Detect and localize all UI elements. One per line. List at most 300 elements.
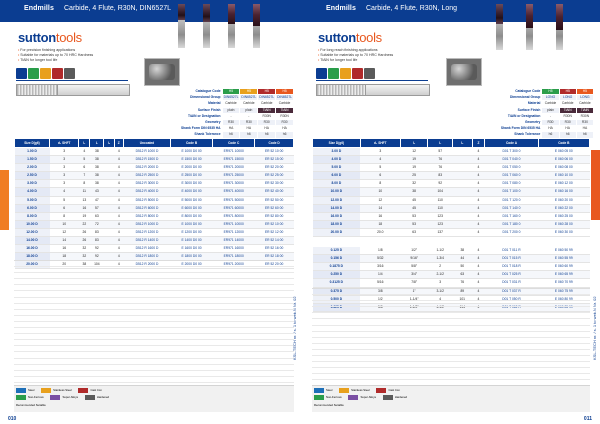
table-row[interactable] bbox=[15, 212, 294, 220]
cell-value: ER971 20000 bbox=[213, 261, 255, 269]
cell-size: 18.00 D bbox=[15, 253, 50, 261]
cell-value: E 1400 D0 00 bbox=[170, 237, 212, 245]
table-row[interactable] bbox=[313, 220, 590, 228]
cell-value: E 060 85 99 bbox=[538, 303, 589, 311]
cell-value: 45 bbox=[400, 196, 428, 204]
cell-value: 38 bbox=[79, 261, 90, 269]
cell-value: ER971 20000 bbox=[213, 164, 255, 172]
header-title-bold: Endmills bbox=[24, 5, 54, 12]
page-number-right: 011 bbox=[583, 416, 592, 422]
cell-value: 3/8 bbox=[360, 287, 400, 295]
cell-size: 0.375 D bbox=[313, 287, 361, 295]
cell-value: 4 bbox=[114, 204, 123, 212]
cell-value: 4 bbox=[114, 196, 123, 204]
cell-value: 8 bbox=[360, 180, 400, 188]
cell-value: D512 R 1400 D bbox=[123, 237, 170, 245]
cell-value: 8 bbox=[79, 180, 90, 188]
cell-value: 57 bbox=[90, 204, 104, 212]
cell-value: D512 R 1000 D bbox=[123, 148, 170, 156]
cell-value: 50 bbox=[453, 263, 472, 271]
cell-value: E 8000 D0 00 bbox=[170, 212, 212, 220]
cell-value: 104 bbox=[90, 261, 104, 269]
cell-value: D01 T 300 0 bbox=[485, 148, 538, 156]
cell-value: 11 bbox=[79, 188, 90, 196]
cell-value: 3-1/2 bbox=[428, 287, 453, 295]
cell-value: 16 bbox=[79, 204, 90, 212]
table-header-row: Size D(g6) d₁ SHFT l₁ L l₂ Z Uncoated Code B Code C Code D bbox=[15, 139, 294, 148]
table-row[interactable] bbox=[313, 180, 590, 188]
cell-value: E 4000 D0 00 bbox=[170, 188, 212, 196]
cell-value: D01 T 062 R bbox=[485, 303, 538, 311]
cell-value: E 060 75 99 bbox=[538, 287, 589, 295]
cell-value: 47 bbox=[90, 196, 104, 204]
cell-value: 2 bbox=[428, 263, 453, 271]
cell-value: 4 bbox=[472, 164, 485, 172]
material-legend-left bbox=[14, 385, 294, 412]
cell-value: 4 bbox=[360, 156, 400, 164]
cell-value: 38 bbox=[90, 156, 104, 164]
cell-value: E 2500 D0 00 bbox=[170, 172, 212, 180]
cell-value: 32 bbox=[79, 245, 90, 253]
cell-value: D512 R 8000 D bbox=[123, 212, 170, 220]
cell-value: 57 bbox=[428, 148, 453, 156]
cell-value: 76 bbox=[453, 279, 472, 287]
cell-value: ER971 50000 bbox=[213, 196, 255, 204]
cell-value: 6 bbox=[79, 164, 90, 172]
cell-value: 38 bbox=[400, 188, 428, 196]
cell-value: ER 52 16 00 bbox=[255, 245, 294, 253]
cell-value: 1-1/2 bbox=[428, 247, 453, 255]
cell-value: E 3000 D0 00 bbox=[170, 180, 212, 188]
cell-value: 72 bbox=[90, 220, 104, 228]
cell-value: 4 bbox=[50, 188, 79, 196]
cell-value: 83 bbox=[90, 228, 104, 236]
cell-value: E 060 55 99 bbox=[538, 255, 589, 263]
cell-value: 20.0 bbox=[360, 228, 400, 236]
cell-value: 4 bbox=[472, 279, 485, 287]
cell-value: 38 bbox=[90, 172, 104, 180]
legend-footer-note: Recommended Suitable bbox=[16, 403, 46, 407]
cell-value: 12 bbox=[50, 228, 79, 236]
legend-row-1: Steel Stainless Steel Cast Iron bbox=[16, 387, 102, 393]
cell-size: 16.00 D bbox=[15, 245, 50, 253]
table-row[interactable] bbox=[15, 148, 294, 156]
cell-value: ER 52 14 00 bbox=[255, 237, 294, 245]
cell-value bbox=[453, 228, 472, 236]
cell-value: 92 bbox=[90, 253, 104, 261]
cell-value: D512 R 1800 D bbox=[123, 253, 170, 261]
cell-value: 53 bbox=[400, 212, 428, 220]
cell-value: 4 bbox=[472, 204, 485, 212]
feature-bullets: • For precision finishing applications • Suitable for materials up to 70 HRC Hardness • TiAlN for longer tool life bbox=[18, 48, 168, 64]
cell-value: 4 bbox=[472, 220, 485, 228]
cell-value: 3 bbox=[50, 172, 79, 180]
table-row[interactable] bbox=[313, 172, 590, 180]
cell-value: 16 bbox=[360, 212, 400, 220]
cell-value: E 060 06 00 bbox=[538, 156, 589, 164]
table-row[interactable] bbox=[15, 188, 294, 196]
cell-size: 0.156 D bbox=[313, 255, 361, 263]
legend-row-2: Non-Ferrous Super Alloys Hardened bbox=[16, 394, 109, 400]
cell-value: 5/32 bbox=[360, 255, 400, 263]
cell-size: 0.250 D bbox=[313, 271, 361, 279]
cell-value: ER 52 15 00 bbox=[255, 156, 294, 164]
table-row[interactable] bbox=[15, 245, 294, 253]
cell-value: 4-1/2 bbox=[428, 303, 453, 311]
cell-value: 4 bbox=[472, 180, 485, 188]
cell-value: ER 52 20 00 bbox=[255, 164, 294, 172]
cell-value: D01 T 011 R bbox=[485, 247, 538, 255]
table-row[interactable] bbox=[15, 237, 294, 245]
cell-value: 16 bbox=[50, 245, 79, 253]
cell-value: 5 bbox=[360, 164, 400, 172]
cell-value bbox=[453, 212, 472, 220]
blank-rows-right bbox=[312, 288, 590, 393]
cell-value: 45 bbox=[400, 204, 428, 212]
cell-value: E 1600 D0 00 bbox=[170, 245, 212, 253]
table-row[interactable] bbox=[313, 263, 590, 271]
cell-value: 4 bbox=[114, 164, 123, 172]
cell-value: 26 bbox=[79, 237, 90, 245]
cell-value: 4 bbox=[472, 255, 485, 263]
cell-value: ER971 18000 bbox=[213, 253, 255, 261]
cell-value: 1-3/4 bbox=[428, 255, 453, 263]
cell-value: 4 bbox=[472, 156, 485, 164]
table-row[interactable] bbox=[15, 156, 294, 164]
cell-size: 0.500 D bbox=[313, 295, 361, 303]
cell-value: 4 bbox=[114, 180, 123, 188]
cell-value: 38 bbox=[90, 164, 104, 172]
cell-value: D01 T 050 R bbox=[485, 295, 538, 303]
cell-value: 12 bbox=[400, 148, 428, 156]
cell-size: 5.00 D bbox=[313, 164, 361, 172]
cell-value: ER 52 10 00 bbox=[255, 220, 294, 228]
cell-value: 25 bbox=[400, 172, 428, 180]
cell-value: E 060 22 00 bbox=[538, 204, 589, 212]
cell-size: 10.00 D bbox=[313, 188, 361, 196]
cell-size: 4.00 D bbox=[313, 156, 361, 164]
cell-value: 5/16 bbox=[360, 279, 400, 287]
cell-value: D512 R 3000 D bbox=[123, 180, 170, 188]
cell-value: 4 bbox=[428, 295, 453, 303]
cell-value bbox=[104, 204, 114, 212]
table-header-row-right: Size D(g6) d₁ SHFT l₁ L l₂ Z Code A Code B bbox=[313, 139, 590, 148]
table-row[interactable] bbox=[313, 148, 590, 156]
cell-value: 32 bbox=[400, 180, 428, 188]
cell-value: 4 bbox=[472, 228, 485, 236]
cell-value: 38 bbox=[453, 247, 472, 255]
cell-value: E 060 30 00 bbox=[538, 228, 589, 236]
table-row[interactable] bbox=[15, 172, 294, 180]
cell-value: E 2000 D0 00 bbox=[170, 164, 212, 172]
cell-value: ER971 14000 bbox=[213, 237, 255, 245]
cell-value: 10 bbox=[360, 188, 400, 196]
cell-value: E 060 65 99 bbox=[538, 271, 589, 279]
cell-value: 4 bbox=[114, 253, 123, 261]
cell-size: 1.00 D bbox=[15, 148, 50, 156]
cell-size: 8.00 D bbox=[313, 180, 361, 188]
cell-size: 18.00 D bbox=[313, 220, 361, 228]
cell-value bbox=[453, 180, 472, 188]
table-row[interactable] bbox=[313, 164, 590, 172]
table-row[interactable] bbox=[15, 196, 294, 204]
cell-value: ER971 30000 bbox=[213, 180, 255, 188]
cell-value bbox=[104, 180, 114, 188]
cell-value: E 5000 D0 00 bbox=[170, 196, 212, 204]
cell-value: D01 T 140 0 bbox=[485, 204, 538, 212]
legend-row-1-right: Steel Stainless Steel Cast Iron bbox=[314, 387, 400, 393]
cell-value: 63 bbox=[400, 228, 428, 236]
cell-value: ER 52 50 00 bbox=[255, 196, 294, 204]
cell-value: D512 R 2500 D bbox=[123, 172, 170, 180]
cell-value: 12 bbox=[360, 196, 400, 204]
cell-value: E 2000 D0 00 bbox=[170, 261, 212, 269]
cell-size: 5.00 D bbox=[15, 196, 50, 204]
cell-value: D01 T 018 R bbox=[485, 263, 538, 271]
cell-value: 4 bbox=[114, 212, 123, 220]
cell-value: D512 R 1600 D bbox=[123, 245, 170, 253]
cell-value: 8 bbox=[50, 212, 79, 220]
cell-value bbox=[104, 164, 114, 172]
cell-value: 83 bbox=[90, 237, 104, 245]
cell-value: ER971 60000 bbox=[213, 204, 255, 212]
cell-value: D01 T 080 0 bbox=[485, 180, 538, 188]
cell-value: E 060 12 00 bbox=[538, 180, 589, 188]
cell-value: 19 bbox=[79, 212, 90, 220]
header-title-rest: Carbide, 4 Flute, R30N, DIN6527L bbox=[64, 5, 171, 12]
cell-value: 4 bbox=[472, 295, 485, 303]
cell-value: 92 bbox=[428, 180, 453, 188]
brand-logo-right: suttontools bbox=[318, 30, 382, 45]
table-row[interactable] bbox=[15, 220, 294, 228]
cell-value: 4 bbox=[114, 261, 123, 269]
cell-value: 123 bbox=[428, 212, 453, 220]
cell-value: 4 bbox=[472, 196, 485, 204]
cell-size: 2.00 D bbox=[15, 164, 50, 172]
cell-value: 3/16 bbox=[360, 263, 400, 271]
material-legend-right bbox=[312, 385, 590, 412]
table-row[interactable] bbox=[313, 271, 590, 279]
cell-value: 123 bbox=[428, 220, 453, 228]
cell-value: D512 R 5000 D bbox=[123, 196, 170, 204]
cell-value: D01 T 025 R bbox=[485, 271, 538, 279]
cell-value: 14 bbox=[50, 237, 79, 245]
cell-value: ER971 10000 bbox=[213, 220, 255, 228]
table-row[interactable] bbox=[15, 204, 294, 212]
cell-value: D01 T 200 0 bbox=[485, 228, 538, 236]
cell-value bbox=[104, 245, 114, 253]
cell-value: 4 bbox=[114, 172, 123, 180]
table-row[interactable] bbox=[15, 180, 294, 188]
side-tab-text-left: KSL-TECH nr. / s. 1 to wek.N Nr. 02 bbox=[292, 296, 297, 360]
cell-value: 6 bbox=[360, 172, 400, 180]
cell-value: D01 T 015 R bbox=[485, 255, 538, 263]
cell-size: 3.00 D bbox=[313, 148, 361, 156]
cell-value: 3 bbox=[50, 180, 79, 188]
cell-value: 5/8 bbox=[360, 303, 400, 311]
cell-value bbox=[453, 204, 472, 212]
header-title-bold-right: Endmills bbox=[326, 5, 356, 12]
table-row[interactable] bbox=[313, 212, 590, 220]
table-row[interactable] bbox=[313, 156, 590, 164]
cell-value: ER 52 10 00 bbox=[255, 148, 294, 156]
cell-value: 10 bbox=[50, 220, 79, 228]
cell-value: 4 bbox=[114, 228, 123, 236]
cell-value bbox=[104, 237, 114, 245]
cell-value: E 060 16 00 bbox=[538, 188, 589, 196]
cell-size: 20.00 D bbox=[15, 261, 50, 269]
cell-value: 3 bbox=[50, 164, 79, 172]
cell-value: 83 bbox=[428, 172, 453, 180]
cell-value: 1/2 bbox=[360, 295, 400, 303]
legend-footer-note-right: Recommended Suitable bbox=[314, 403, 344, 407]
cell-value: 4 bbox=[114, 156, 123, 164]
brand-logo: suttontools bbox=[18, 30, 82, 45]
cell-value: 19 bbox=[400, 156, 428, 164]
cell-size: 0.1875 D bbox=[313, 263, 361, 271]
product-photo bbox=[144, 58, 180, 86]
side-tab-orange bbox=[0, 170, 9, 230]
cell-value: 6 bbox=[50, 204, 79, 212]
page-right bbox=[300, 0, 600, 424]
cell-value: E 1000 D0 00 bbox=[170, 148, 212, 156]
cell-value: D01 T 031 R bbox=[485, 279, 538, 287]
cell-value: 53 bbox=[400, 220, 428, 228]
cell-value: D01 T 180 0 bbox=[485, 220, 538, 228]
cell-value: ER 52 30 00 bbox=[255, 180, 294, 188]
cell-value: 3 bbox=[360, 148, 400, 156]
cell-value: 2-1/2 bbox=[428, 271, 453, 279]
cell-size: 2.50 D bbox=[15, 172, 50, 180]
cell-value: ER 52 18 00 bbox=[255, 253, 294, 261]
page-header-right bbox=[300, 0, 600, 22]
cell-value: E 060 70 99 bbox=[538, 279, 589, 287]
cell-size: 16.00 D bbox=[313, 212, 361, 220]
cell-value: E 1200 D0 00 bbox=[170, 228, 212, 236]
cell-value: D01 T 160 0 bbox=[485, 212, 538, 220]
cell-value bbox=[104, 172, 114, 180]
cell-value: 26 bbox=[79, 228, 90, 236]
side-tab-right bbox=[591, 150, 600, 220]
cell-value: ER971 25000 bbox=[213, 172, 255, 180]
cell-value: 20 bbox=[50, 261, 79, 269]
table-row[interactable] bbox=[313, 255, 590, 263]
cell-value: 4 bbox=[472, 263, 485, 271]
header-title-rest-right: Carbide, 4 Flute, R30N, Long bbox=[366, 5, 458, 12]
page-number-left: 010 bbox=[8, 416, 17, 422]
cell-value: 1-1/4” bbox=[400, 295, 428, 303]
legend-row-2-right: Non-Ferrous Super Alloys Hardened bbox=[314, 394, 407, 400]
cell-value bbox=[453, 172, 472, 180]
cell-value bbox=[104, 228, 114, 236]
cell-value: 110 bbox=[428, 204, 453, 212]
cell-value: D512 R 1200 D bbox=[123, 228, 170, 236]
cell-value: D512 R 2000 D bbox=[123, 164, 170, 172]
cell-value: 5 bbox=[79, 156, 90, 164]
cell-value: 5 bbox=[50, 196, 79, 204]
cell-value: 5/8” bbox=[400, 263, 428, 271]
cell-value: 4 bbox=[472, 303, 485, 311]
cell-size: 6.00 D bbox=[15, 204, 50, 212]
cell-value: 63 bbox=[453, 271, 472, 279]
cell-value bbox=[104, 212, 114, 220]
blank-rows-left bbox=[14, 260, 294, 401]
cell-value bbox=[453, 156, 472, 164]
table-row[interactable] bbox=[313, 188, 590, 196]
cell-value: E 060 08 00 bbox=[538, 164, 589, 172]
cell-value: 22 bbox=[79, 220, 90, 228]
cell-size: 20.00 D bbox=[313, 228, 361, 236]
cell-value: E 060 25 00 bbox=[538, 212, 589, 220]
cell-value: 9/16” bbox=[400, 255, 428, 263]
cell-value: 4 bbox=[114, 188, 123, 196]
cell-value: 92 bbox=[90, 245, 104, 253]
cell-value: E 060 80 99 bbox=[538, 295, 589, 303]
cell-value bbox=[453, 148, 472, 156]
cell-value: 114 bbox=[453, 303, 472, 311]
cell-value: 104 bbox=[428, 188, 453, 196]
cell-value: E 1000 D0 00 bbox=[170, 220, 212, 228]
cell-value: 4 bbox=[114, 245, 123, 253]
table-row[interactable] bbox=[313, 279, 590, 287]
cell-size: 4.00 D bbox=[15, 188, 50, 196]
cell-value bbox=[104, 148, 114, 156]
cell-value: 4 bbox=[472, 188, 485, 196]
cell-value: ER971 12000 bbox=[213, 228, 255, 236]
cell-value: 3 bbox=[428, 279, 453, 287]
cell-value: 4 bbox=[472, 148, 485, 156]
cell-value: D01 T 050 0 bbox=[485, 164, 538, 172]
cell-size: 1.50 D bbox=[15, 156, 50, 164]
cell-value: 1/8 bbox=[360, 247, 400, 255]
table-section-gap bbox=[313, 237, 590, 248]
cell-size: 10.00 D bbox=[15, 220, 50, 228]
cell-value: 4 bbox=[472, 172, 485, 180]
cell-value: ER 52 20 00 bbox=[255, 261, 294, 269]
cell-value: 19 bbox=[400, 164, 428, 172]
product-photo-right bbox=[446, 58, 482, 86]
table-row[interactable] bbox=[15, 228, 294, 236]
cell-value: E 1500 D0 00 bbox=[170, 156, 212, 164]
cell-value bbox=[104, 156, 114, 164]
cell-size: 0.625 D bbox=[313, 303, 361, 311]
table-row[interactable] bbox=[313, 196, 590, 204]
cell-value: D512 R 2000 D bbox=[123, 261, 170, 269]
cell-value: ER971 16000 bbox=[213, 245, 255, 253]
cell-value: 3 bbox=[50, 148, 79, 156]
cell-value: E 060 05 00 bbox=[538, 148, 589, 156]
cell-value bbox=[104, 196, 114, 204]
cell-value bbox=[453, 196, 472, 204]
cell-value: D01 T 120 0 bbox=[485, 196, 538, 204]
cell-value: 43 bbox=[90, 188, 104, 196]
table-row[interactable] bbox=[15, 164, 294, 172]
cell-value: 76 bbox=[428, 164, 453, 172]
cell-value: D01 T 040 0 bbox=[485, 156, 538, 164]
cell-value: 137 bbox=[428, 228, 453, 236]
table-row[interactable] bbox=[313, 204, 590, 212]
cell-value: 32 bbox=[79, 253, 90, 261]
spec-table: Catalogue Code H5 H5 H5 H5 Dimensional Group DIN6527L DIN6527L DIN6527L DIN6527L Material Carbide Carbide Carbide Carbide Surface Finish plain plain TiAlN TiAlN TiAlN or Designation - - R30N R30N Geometry R30 R30 R30 R30 Shank Form DIN 6535 HA HA HA HA HA Shank Tolerance h6 h6 h6 h6 bbox=[148, 88, 294, 139]
table-row[interactable] bbox=[313, 247, 590, 255]
cell-value: 4 bbox=[472, 247, 485, 255]
cell-value: 4 bbox=[472, 287, 485, 295]
cell-value: 101 bbox=[453, 295, 472, 303]
cell-value: D512 R 4000 D bbox=[123, 188, 170, 196]
cell-value bbox=[453, 188, 472, 196]
table-row[interactable] bbox=[313, 228, 590, 236]
cell-value: 110 bbox=[428, 196, 453, 204]
